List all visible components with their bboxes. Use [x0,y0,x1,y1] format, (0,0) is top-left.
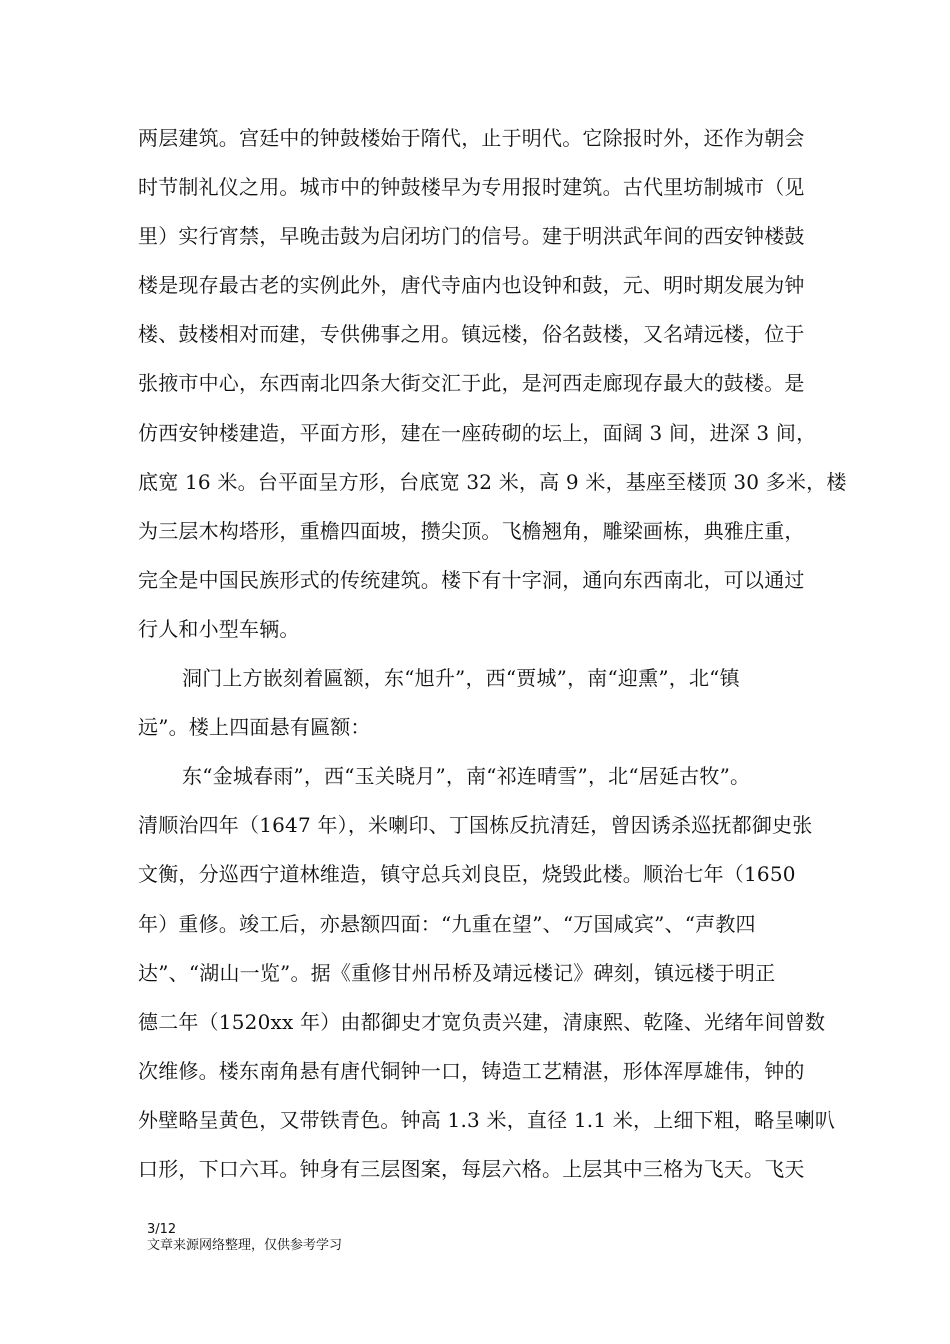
text-line: 里）实行宵禁，早晚击鼓为启闭坊门的信号。建于明洪武年间的西安钟楼鼓 [138,224,805,249]
paragraph-start-line: 洞门上方嵌刻着匾额，东“旭升”，西“贾城”，南“迎熏”，北“镇 [182,666,740,691]
text-line: 清顺治四年（1647 年），米喇印、丁国栋反抗清廷，曾因诱杀巡抚都御史张 [138,813,813,838]
text-line: 两层建筑。宫廷中的钟鼓楼始于隋代，止于明代。它除报时外，还作为朝会 [138,126,805,150]
text-line: 远”。楼上四面悬有匾额： [138,715,371,740]
text-line: 口形，下口六耳。钟身有三层图案，每层六格。上层其中三格为飞天。飞天 [138,1156,805,1181]
page-footer [147,1222,342,1254]
text-line: 年）重修。竣工后，亦悬额四面：“九重在望”、“万国咸宾”、“声教四 [138,911,756,936]
text-line: 仿西安钟楼建造，平面方形，建在一座砖砌的坛上，面阔 3 间，进深 3 间， [138,420,817,445]
source-note: 文章来源网络整理，仅供参考学习 [147,1238,343,1253]
page-number: 3/12 [147,1222,177,1237]
text-line: 底宽 16 米。台平面呈方形，台底宽 32 米，高 9 米，基座至楼顶 30 多米，楼 [138,469,847,494]
text-line: 德二年（1520xx 年）由都御史才宽负责兴建，清康熙、乾隆、光绪年间曾数 [138,1009,826,1034]
text-line: 完全是中国民族形式的传统建筑。楼下有十字洞，通向东西南北，可以通过 [138,567,805,592]
text-line: 为三层木构塔形，重檐四面坡，攒尖顶。飞檐翘角，雕梁画栋，典雅庄重， [138,518,805,543]
text-line: 楼、鼓楼相对而建，专供佛事之用。镇远楼，俗名鼓楼，又名靖远楼，位于 [138,322,805,347]
body-text [138,118,847,1198]
text-line: 张掖市中心，东西南北四条大街交汇于此，是河西走廊现存最大的鼓楼。是 [138,371,805,396]
text-line: 外壁略呈黄色，又带铁青色。钟高 1.3 米，直径 1.1 米，上细下粗，略呈喇叭 [138,1107,836,1132]
text-line: 文衡，分巡西宁道林维造，镇守总兵刘良臣，烧毁此楼。顺治七年（1650 [138,862,796,887]
text-line: 楼是现存最古老的实例此外，唐代寺庙内也设钟和鼓，元、明时期发展为钟 [138,273,805,298]
text-line: 时节制礼仪之用。城市中的钟鼓楼早为专用报时建筑。古代里坊制城市（见 [138,175,805,200]
paragraph-start-line: 东“金城春雨”，西“玉关晓月”，南“祁连晴雪”，北“居延古牧”。 [182,764,751,789]
text-line: 行人和小型车辆。 [138,616,300,641]
text-line: 达”、“湖山一览”。据《重修甘州吊桥及靖远楼记》碑刻，镇远楼于明正 [138,960,776,985]
text-line: 次维修。楼东南角悬有唐代铜钟一口，铸造工艺精湛，形体浑厚雄伟，钟的 [138,1058,805,1083]
